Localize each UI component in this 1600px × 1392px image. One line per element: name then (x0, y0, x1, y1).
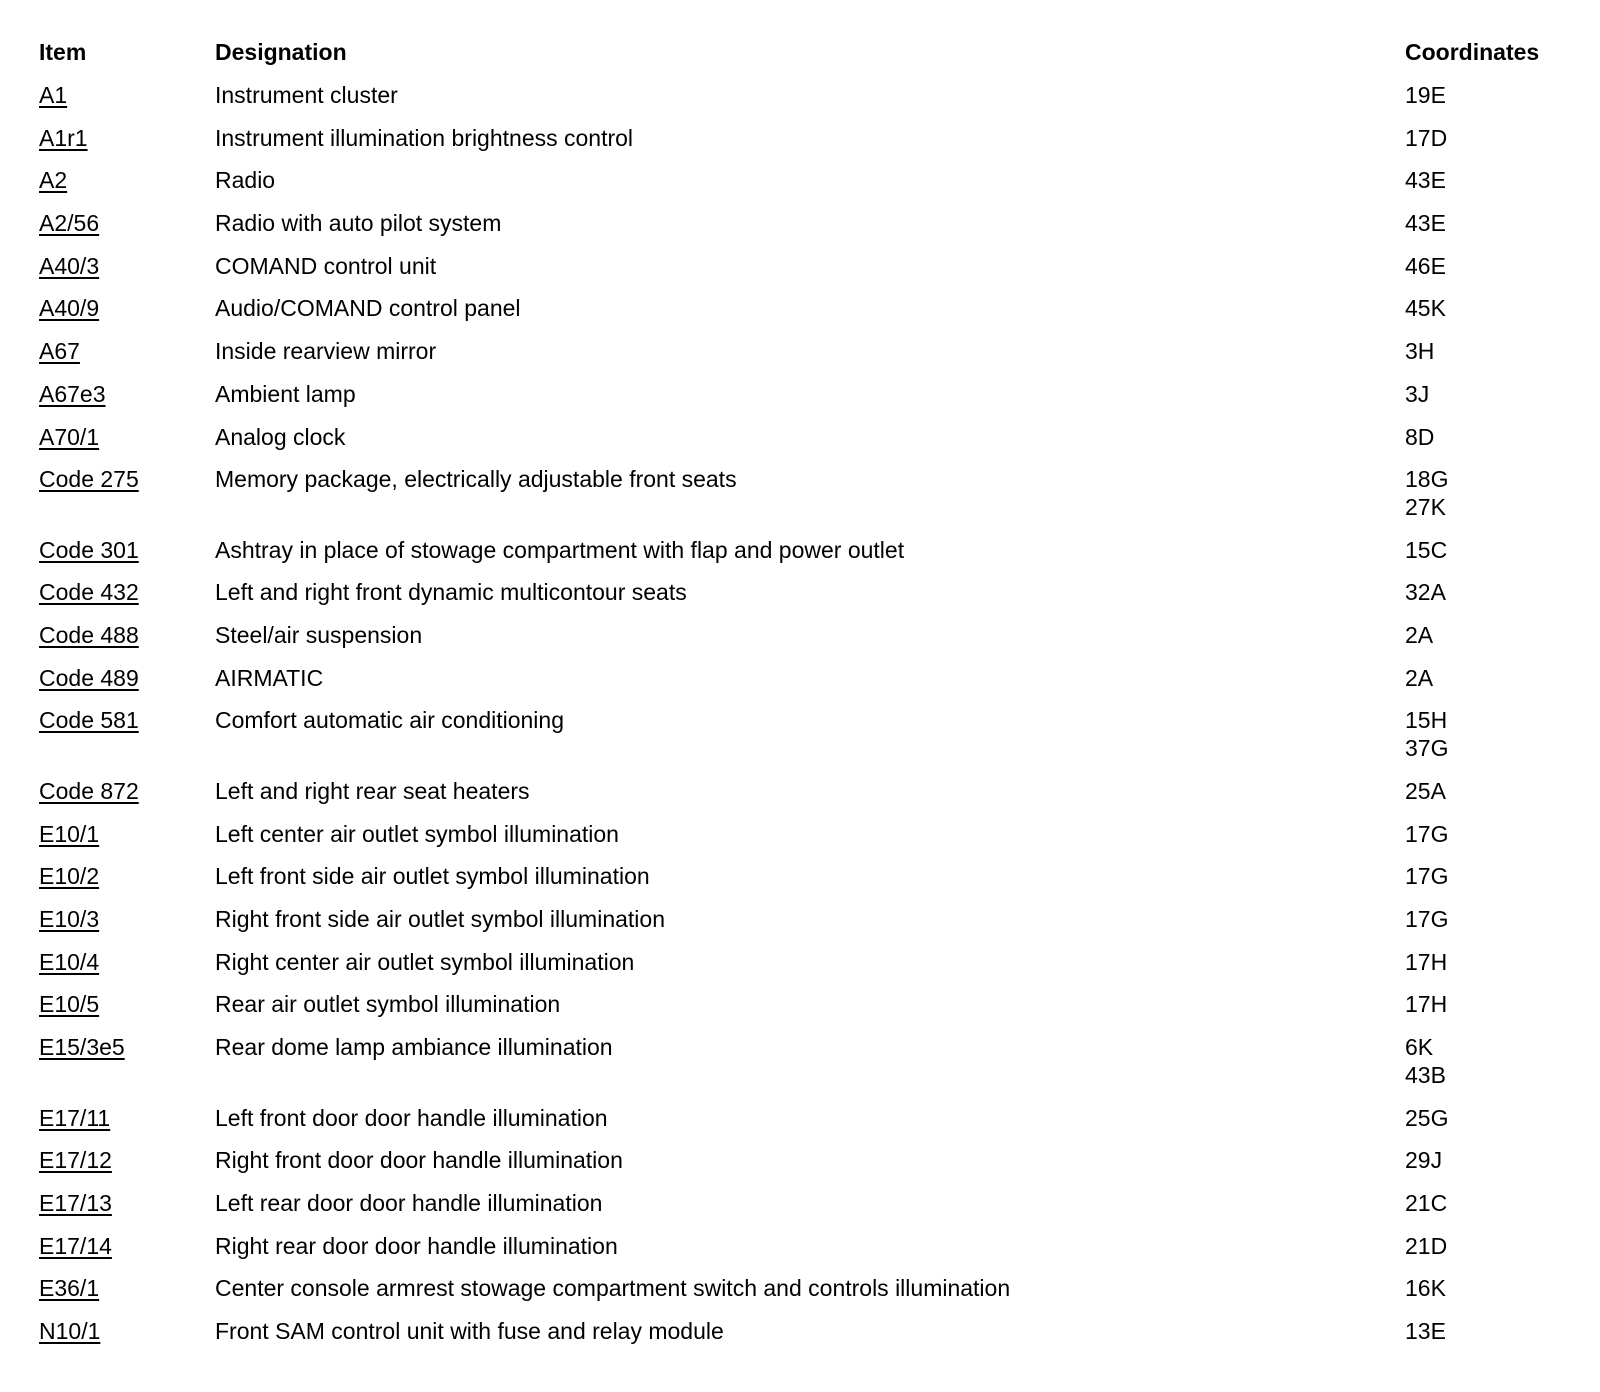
table-row (39, 1104, 1579, 1147)
designation-cell: Analog clock (215, 423, 346, 450)
coordinates-cell (1405, 166, 1579, 209)
coordinate-value: 2A (1405, 664, 1434, 691)
coordinates-cell (1405, 536, 1579, 579)
item-cell (39, 423, 215, 466)
designation-cell: Left front door door handle illumination (215, 1104, 608, 1131)
table-body (39, 81, 1579, 1360)
table-row (39, 777, 1579, 820)
coordinates-cell (1405, 905, 1579, 948)
coordinates-cell (1405, 621, 1579, 664)
table-row (39, 166, 1579, 209)
table-row (39, 423, 1579, 466)
designation-cell: Audio/COMAND control panel (215, 295, 521, 322)
coordinate-value: 17H (1405, 948, 1448, 975)
table-row (39, 621, 1579, 664)
designation-cell: Steel/air suspension (215, 622, 423, 649)
item-cell (39, 621, 215, 664)
item-cell (39, 578, 215, 621)
coordinates-cell (1405, 1189, 1579, 1232)
item-link[interactable]: E17/13 (39, 1189, 112, 1216)
item-cell (39, 536, 215, 579)
coordinate-value: 17G (1405, 906, 1449, 932)
coordinates-cell (1405, 294, 1579, 337)
item-link[interactable]: A70/1 (39, 423, 100, 450)
table-row (39, 706, 1579, 777)
header-row (39, 36, 1579, 81)
item-cell (39, 465, 215, 536)
designation-cell: COMAND control unit (215, 252, 437, 279)
item-link[interactable]: E17/11 (39, 1104, 111, 1131)
item-link[interactable]: A1 (39, 82, 68, 108)
table-row (39, 1232, 1579, 1275)
table-row (39, 294, 1579, 337)
coordinate-value: 15H (1405, 707, 1448, 734)
coordinate-value: 17H (1405, 991, 1448, 1018)
coordinate-value: 2A (1405, 622, 1434, 649)
designation-cell: Radio with auto pilot system (215, 210, 502, 237)
item-cell (39, 380, 215, 423)
item-link[interactable]: E10/3 (39, 906, 100, 932)
item-cell (39, 252, 215, 295)
table-row (39, 252, 1579, 295)
table-row (39, 1146, 1579, 1189)
coordinates-cell (1405, 777, 1579, 820)
item-link[interactable]: N10/1 (39, 1318, 101, 1344)
table-row (39, 1317, 1579, 1360)
coordinates-cell (1405, 124, 1579, 167)
table-row (39, 124, 1579, 167)
designation-cell: AIRMATIC (215, 664, 324, 691)
coordinate-value: 8D (1405, 423, 1435, 450)
designation-cell: Memory package, electrically adjustable front seats (215, 466, 737, 493)
coordinate-value: 25G (1405, 1104, 1449, 1131)
item-cell (39, 124, 215, 167)
coordinate-value: 21C (1405, 1189, 1448, 1216)
coordinate-value: 16K (1405, 1275, 1446, 1302)
coordinates-cell (1405, 664, 1579, 707)
coordinates-cell (1405, 337, 1579, 380)
coordinates-cell (1405, 578, 1579, 621)
coordinate-value: 21D (1405, 1232, 1448, 1259)
coordinate-value: 17G (1405, 820, 1449, 847)
table-row (39, 905, 1579, 948)
coordinates-cell (1405, 1104, 1579, 1147)
item-link[interactable]: Code 489 (39, 664, 139, 691)
item-link[interactable]: Code 301 (39, 536, 139, 563)
item-cell (39, 1104, 215, 1147)
coordinate-value: 27K (1405, 494, 1446, 521)
designation-cell: Left rear door door handle illumination (215, 1189, 603, 1216)
item-cell (39, 777, 215, 820)
designation-cell: Comfort automatic air conditioning (215, 707, 564, 734)
item-column-header: Item (39, 39, 87, 65)
coordinates-cell (1405, 990, 1579, 1033)
coordinate-value: 46E (1405, 252, 1446, 279)
table-row (39, 380, 1579, 423)
component-legend-table (39, 36, 1579, 1360)
coordinates-cell (1405, 862, 1579, 905)
coordinates-cell (1405, 820, 1579, 863)
item-link[interactable]: A2 (39, 167, 68, 194)
coordinates-cell (1405, 1274, 1579, 1317)
coordinate-value: 25A (1405, 777, 1446, 804)
table-row (39, 948, 1579, 991)
designation-cell: Instrument illumination brightness control (215, 124, 634, 151)
coordinate-value: 19E (1405, 82, 1446, 108)
table-row (39, 1274, 1579, 1317)
item-cell (39, 166, 215, 209)
item-cell (39, 1189, 215, 1232)
coordinates-cell (1405, 380, 1579, 423)
item-link[interactable]: E10/1 (39, 820, 100, 847)
item-cell (39, 948, 215, 991)
designation-cell: Right front door door handle illumination (215, 1147, 623, 1174)
coordinate-value: 6K (1405, 1034, 1434, 1061)
designation-cell: Front SAM control unit with fuse and relay module (215, 1318, 724, 1344)
item-link[interactable]: E36/1 (39, 1275, 100, 1302)
item-link[interactable]: E17/12 (39, 1147, 112, 1174)
coordinate-value: 15C (1405, 536, 1448, 563)
coordinates-cell (1405, 423, 1579, 466)
coordinate-value: 29J (1405, 1147, 1443, 1174)
item-link[interactable]: E15/3e5 (39, 1034, 125, 1061)
coordinate-value: 43E (1405, 210, 1446, 237)
coordinates-cell (1405, 1146, 1579, 1189)
item-link[interactable]: A1r1 (39, 124, 88, 151)
designation-cell: Rear dome lamp ambiance illumination (215, 1034, 613, 1061)
designation-column-header: Designation (215, 39, 347, 65)
designation-cell: Right rear door door handle illumination (215, 1232, 618, 1259)
table-header (39, 36, 1579, 81)
item-link[interactable]: Code 872 (39, 777, 139, 804)
item-cell (39, 1317, 215, 1360)
item-link[interactable]: A40/3 (39, 252, 100, 279)
table-row (39, 209, 1579, 252)
designation-cell: Ambient lamp (215, 380, 356, 407)
item-link[interactable]: A2/56 (39, 210, 100, 237)
designation-cell: Left front side air outlet symbol illumination (215, 863, 650, 890)
table-row (39, 337, 1579, 380)
item-link[interactable]: A67 (39, 338, 80, 365)
coordinates-cell (1405, 252, 1579, 295)
item-cell (39, 1274, 215, 1317)
item-link[interactable]: A67e3 (39, 380, 106, 407)
item-link[interactable]: E17/14 (39, 1232, 112, 1259)
designation-cell: Instrument cluster (215, 82, 398, 108)
coordinates-cell (1405, 1232, 1579, 1275)
item-link[interactable]: Code 581 (39, 707, 139, 734)
item-cell (39, 337, 215, 380)
table-row (39, 664, 1579, 707)
table-row (39, 1033, 1579, 1104)
coordinates-cell (1405, 209, 1579, 252)
table-row (39, 990, 1579, 1033)
item-link[interactable]: Code 275 (39, 466, 139, 493)
item-link[interactable]: A40/9 (39, 295, 100, 322)
coordinate-value: 43E (1405, 167, 1446, 194)
coordinates-cell (1405, 81, 1579, 124)
coordinate-value: 32A (1405, 579, 1446, 606)
coordinates-cell (1405, 948, 1579, 991)
item-cell (39, 294, 215, 337)
designation-cell: Right front side air outlet symbol illumination (215, 906, 665, 932)
designation-cell: Right center air outlet symbol illumination (215, 948, 635, 975)
item-cell (39, 1232, 215, 1275)
coordinate-value: 45K (1405, 295, 1446, 322)
coordinate-value: 3J (1405, 380, 1430, 407)
table-row (39, 862, 1579, 905)
coordinate-value: 17D (1405, 124, 1448, 151)
item-cell (39, 862, 215, 905)
designation-cell: Center console armrest stowage compartment switch and controls illumination (215, 1275, 1011, 1302)
item-cell (39, 1146, 215, 1189)
item-cell (39, 905, 215, 948)
table-row (39, 465, 1579, 536)
table-row (39, 536, 1579, 579)
coordinate-value: 43B (1405, 1062, 1446, 1089)
coordinates-cell (1405, 1317, 1579, 1360)
item-cell (39, 990, 215, 1033)
table-row (39, 578, 1579, 621)
designation-cell: Left and right rear seat heaters (215, 777, 530, 804)
item-cell (39, 664, 215, 707)
coordinates-cell (1405, 706, 1579, 777)
item-cell (39, 706, 215, 777)
coordinate-value: 37G (1405, 735, 1449, 762)
table-row (39, 81, 1579, 124)
coordinates-cell (1405, 1033, 1579, 1104)
item-link[interactable]: E10/5 (39, 991, 100, 1018)
table-row (39, 820, 1579, 863)
item-cell (39, 81, 215, 124)
designation-cell: Rear air outlet symbol illumination (215, 991, 561, 1018)
coordinate-value: 17G (1405, 863, 1449, 890)
table-row (39, 1189, 1579, 1232)
item-link[interactable]: Code 432 (39, 579, 139, 606)
designation-cell: Radio (215, 167, 276, 194)
coordinate-value: 3H (1405, 338, 1435, 365)
item-cell (39, 209, 215, 252)
designation-cell: Left and right front dynamic multicontour seats (215, 579, 687, 606)
item-cell (39, 820, 215, 863)
item-link[interactable]: E10/2 (39, 863, 100, 890)
item-cell (39, 1033, 215, 1104)
coordinates-column-header: Coordinates (1405, 39, 1540, 65)
designation-cell: Ashtray in place of stowage compartment with flap and power outlet (215, 536, 905, 563)
coordinate-value: 18G (1405, 466, 1449, 493)
designation-cell: Inside rearview mirror (215, 338, 437, 365)
item-link[interactable]: E10/4 (39, 948, 100, 975)
coordinates-cell (1405, 465, 1579, 536)
designation-cell: Left center air outlet symbol illumination (215, 820, 619, 847)
item-link[interactable]: Code 488 (39, 622, 139, 649)
coordinate-value: 13E (1405, 1318, 1446, 1344)
